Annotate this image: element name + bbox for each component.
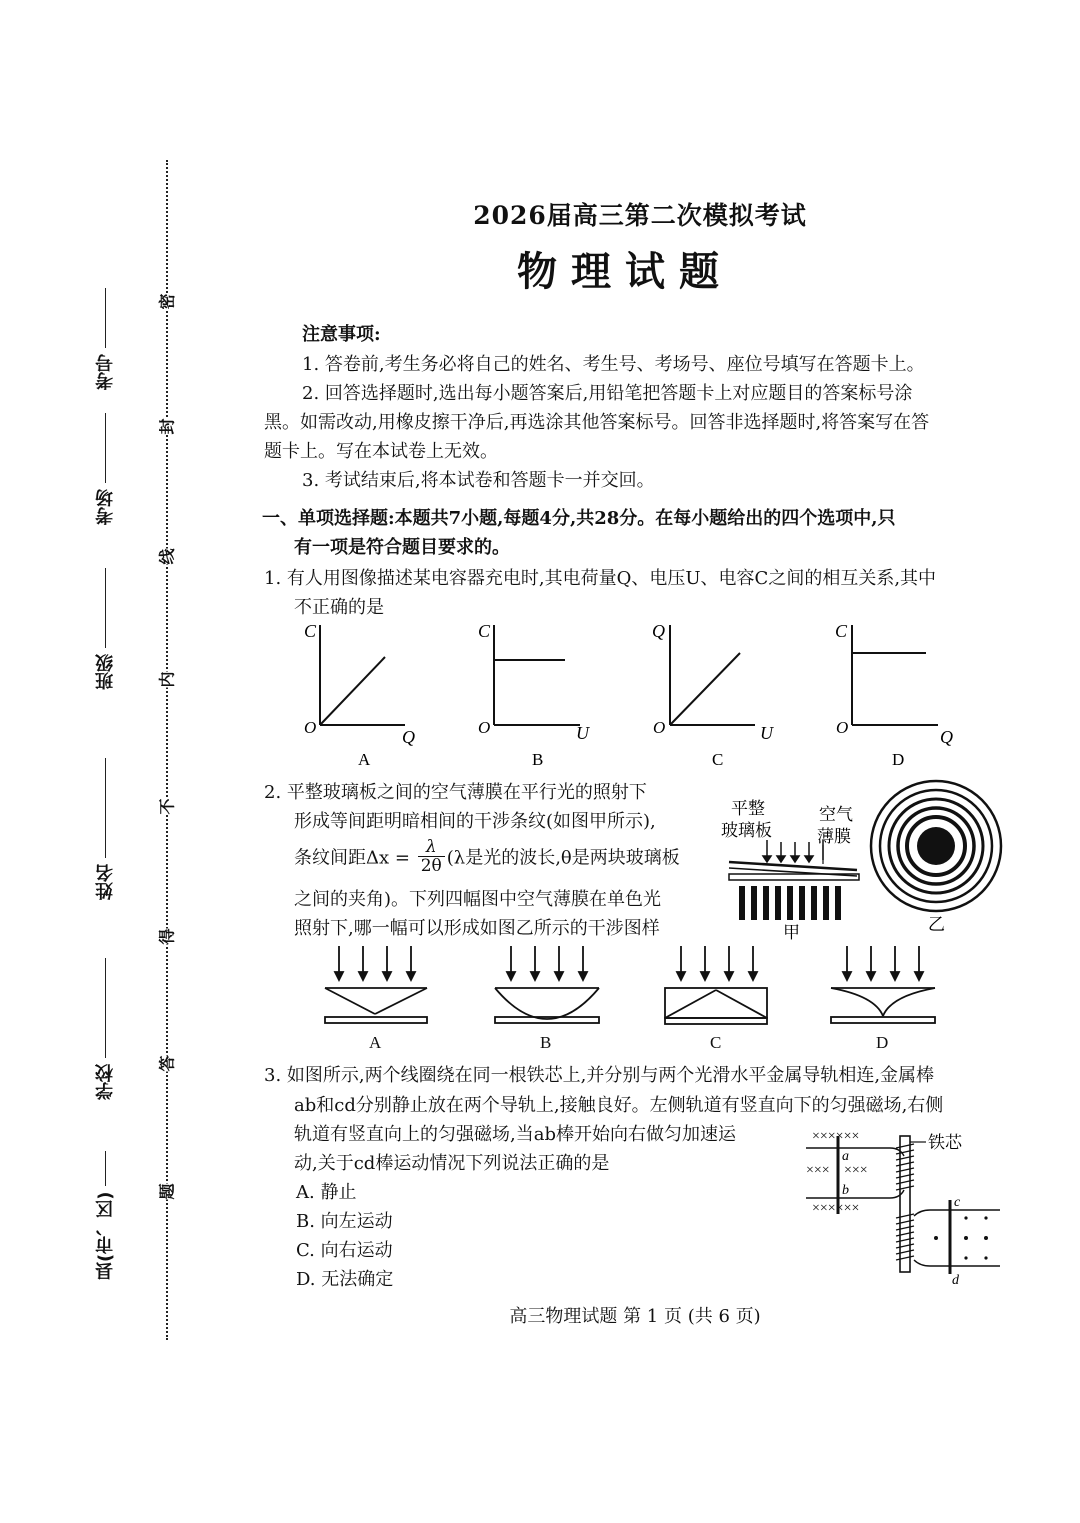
q3-figure [800, 1122, 1015, 1287]
q2-glass-label-2: 玻璃板 [721, 821, 772, 840]
q1-a-yaxis: C [304, 621, 317, 641]
q2-diagram-a [325, 946, 427, 1052]
margin-field-class: 班级 [93, 540, 119, 690]
seal-char-mi: 密 [155, 293, 178, 309]
seal-char-de: 得 [155, 928, 178, 944]
q1-d-option: D [892, 750, 905, 769]
q2-option-b: B [540, 1033, 552, 1052]
seal-char-feng: 封 [155, 418, 178, 434]
q1-graph-c [652, 621, 774, 769]
q2-air-label-1: 空气 [819, 805, 853, 824]
q1-graphs [290, 615, 990, 775]
q2-line2: 形成等间距明暗相间的干涉条纹(如图甲所示), [294, 811, 656, 832]
q2-label-yi: 乙 [928, 915, 945, 934]
seal-char-da: 答 [155, 1055, 178, 1071]
section1-line1: 一、单项选择题:本题共7小题,每题4分,共28分。在每小题给出的四个选项中,只 [262, 508, 896, 529]
q1-c-xaxis: U [760, 723, 773, 743]
q2-option-diagrams [315, 940, 975, 1055]
q1-d-yaxis: C [835, 621, 848, 641]
q1-b-origin: O [478, 718, 491, 737]
q2-figure-jia [715, 790, 875, 940]
q3-cross-row-2: ××× [806, 1163, 830, 1178]
q2-formula-rhs: (λ是光的波长,θ是两块玻璃板 [446, 847, 680, 869]
q3-label-a: a [842, 1149, 849, 1164]
q1-c-yaxis: Q [652, 621, 665, 641]
notice-heading: 注意事项: [302, 324, 381, 345]
exam-title: 2026届高三第二次模拟考试 [473, 201, 807, 230]
q2-air-label-2: 薄膜 [817, 827, 851, 846]
margin-field-exam-room: 考场 [93, 395, 119, 525]
q1-b-yaxis: C [478, 621, 491, 641]
q3-label-core: 铁芯 [928, 1133, 962, 1152]
q2-frac-den: 2θ [420, 856, 442, 876]
margin-field-school: 学校 [93, 930, 119, 1100]
q1-a-option: A [358, 750, 371, 769]
margin-field-county: 县(市、区) [93, 1110, 119, 1280]
q2-option-d: D [876, 1033, 889, 1052]
q1-b-xaxis: U [576, 723, 589, 743]
q1-line1: 1. 有人用图像描述某电容器充电时,其电荷量Q、电压U、电容C之间的相互关系,其中 [264, 568, 937, 589]
seal-char-bu: 不 [155, 798, 178, 814]
q2-label-jia: 甲 [783, 923, 800, 940]
q3-line2: ab和cd分别静止放在两个导轨上,接触良好。左侧轨道有竖直向下的匀强磁场,右侧 [294, 1095, 944, 1116]
q1-graph-b [478, 621, 590, 769]
q2-line1: 2. 平整玻璃板之间的空气薄膜在平行光的照射下 [264, 782, 647, 803]
seal-line [166, 160, 168, 1340]
q1-d-xaxis: Q [940, 727, 953, 747]
q1-graph-a [304, 621, 415, 769]
q2-frac-num: λ [418, 838, 445, 857]
section1-line2: 有一项是符合题目要求的。 [294, 537, 510, 558]
q1-c-origin: O [653, 718, 666, 737]
q2-fraction [418, 838, 445, 875]
subject-title: 物理试题 [517, 248, 733, 295]
seal-char-ti: 题 [155, 1183, 178, 1199]
page-footer: 高三物理试题 第 1 页 (共 6 页) [509, 1306, 761, 1327]
q2-line4: 之间的夹角)。下列四幅图中空气薄膜在单色光 [294, 889, 662, 910]
notice-item-3: 3. 考试结束后,将本试卷和答题卡一并交回。 [302, 470, 655, 491]
q3-line3: 轨道有竖直向上的匀强磁场,当ab棒开始向右做匀加速运 [294, 1124, 736, 1145]
q2-line3 [294, 837, 680, 877]
notice-item-2-cont2: 题卡上。写在本试卷上无效。 [264, 441, 498, 462]
q3-cross-row-4: ×××××× [812, 1201, 860, 1216]
q2-diagram-b [495, 946, 599, 1052]
q2-glass-label-1: 平整 [731, 799, 765, 818]
q2-formula-lhs: 条纹间距Δx = [294, 847, 410, 869]
q1-a-xaxis: Q [402, 727, 415, 747]
q1-graph-d [835, 621, 953, 769]
q3-line1: 3. 如图所示,两个线圈绕在同一根铁芯上,并分别与两个光滑水平金属导轨相连,金属棒 [264, 1065, 935, 1086]
q3-label-c: c [954, 1195, 961, 1210]
notice-item-2: 2. 回答选择题时,选出每小题答案后,用铅笔把答题卡上对应题目的答案标号涂 [302, 383, 913, 404]
q2-figure-yi [866, 778, 1016, 938]
notice-item-2-cont: 黑。如需改动,用橡皮擦干净后,再选涂其他答案标号。回答非选择题时,将答案写在答 [264, 412, 930, 433]
q3-line4: 动,关于cd棒运动情况下列说法正确的是 [294, 1153, 610, 1174]
margin-field-exam-number: 考号 [93, 260, 119, 390]
q1-c-option: C [712, 750, 724, 769]
q3-cross-row-3: ××× [844, 1163, 868, 1178]
q2-option-c: C [710, 1033, 722, 1052]
q3-choice-a: A. 静止 [296, 1182, 357, 1203]
q2-option-a: A [369, 1033, 382, 1052]
q3-choice-c: C. 向右运动 [296, 1240, 393, 1261]
q1-b-option: B [532, 750, 544, 769]
seal-char-nei: 内 [155, 671, 178, 687]
seal-char-xian: 线 [155, 548, 178, 564]
q2-line5: 照射下,哪一幅可以形成如图乙所示的干涉图样 [294, 918, 660, 939]
q3-choice-d: D. 无法确定 [296, 1269, 394, 1290]
q1-d-origin: O [836, 718, 849, 737]
q2-diagram-c [665, 946, 767, 1052]
notice-item-1: 1. 答卷前,考生务必将自己的姓名、考生号、考场号、座位号填写在答题卡上。 [302, 354, 925, 375]
q1-line2: 不正确的是 [294, 597, 384, 618]
q3-label-b: b [842, 1183, 849, 1198]
q1-a-origin: O [304, 718, 317, 737]
q3-label-d: d [952, 1273, 959, 1287]
q3-cross-row-1: ×××××× [812, 1129, 860, 1144]
q2-diagram-d [831, 946, 935, 1052]
margin-field-name: 姓名 [93, 720, 119, 900]
q3-choice-b: B. 向左运动 [296, 1211, 393, 1232]
